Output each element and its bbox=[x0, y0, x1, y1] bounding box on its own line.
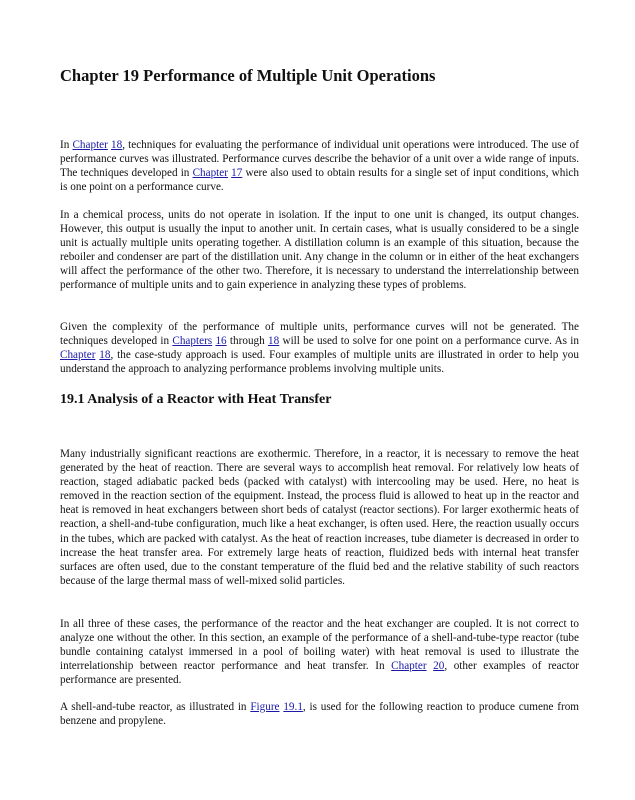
paragraph-coupled bbox=[60, 617, 579, 687]
link-chapter-18[interactable]: 18 bbox=[99, 349, 111, 362]
text-run: were also used to obtain results for a single set of input conditions, which is one point on a performance curve. bbox=[60, 167, 579, 194]
paragraph-shell-and-tube bbox=[60, 700, 579, 728]
text-run: In bbox=[60, 139, 73, 151]
section-title: 19.1 Analysis of a Reactor with Heat Transfer bbox=[60, 392, 332, 407]
text-run: In all three of these cases, the performance of the reactor and the heat exchanger are coupled. It is not correct to analyze one without the other. In this section, an example of the performance of a shell-and-tube-type reactor (tube bundle containing catalyst immersed in a pool of boiling water) with heat removal is used to illustrate the interrelationship between reactor performance and heat transfer. In bbox=[60, 618, 579, 673]
link-chapter[interactable]: Chapter bbox=[60, 349, 96, 362]
link-chapter-18[interactable]: 18 bbox=[268, 335, 280, 348]
paragraph-complexity bbox=[60, 320, 579, 376]
link-chapter-20[interactable]: 20 bbox=[433, 660, 445, 673]
text-run: , is used for the following reaction to produce cumene from benzene and propylene. bbox=[60, 701, 580, 728]
link-chapter-16[interactable]: 16 bbox=[215, 335, 227, 348]
link-chapter-18[interactable]: 18 bbox=[111, 139, 123, 151]
link-chapter[interactable]: Chapter bbox=[391, 660, 427, 673]
text-run: , techniques for evaluating the performance of individual unit operations were introduced. The use of performance curves was illustrated. Performance curves describe the behavior of a unit over a wide range of inputs. The techniques developed in bbox=[60, 139, 579, 180]
link-chapter[interactable]: Chapter bbox=[72, 139, 108, 151]
paragraph-process-units: In a chemical process, units do not operate in isolation. If the input to one unit is changed, its output changes. However, this output is usually the input to another unit. In certain cases, what is usually considered to be a single unit is actually multiple units operating together. A distillation column is an example of this situation, because the reboiler and condenser are part of the distillation unit. Any change in the column or in either of the heat exchangers will affect the performance of the other two. Therefore, it is necessary to understand the interrelationship between performance of multiple units and to gain experience in analyzing these types of problems. bbox=[60, 209, 579, 292]
link-figure[interactable]: Figure bbox=[250, 701, 280, 713]
chapter-title: Chapter 19 Performance of Multiple Unit Operations bbox=[60, 66, 436, 85]
paragraph-intro bbox=[60, 138, 579, 194]
link-figure-19-1[interactable]: 19.1 bbox=[283, 701, 303, 713]
link-chapter[interactable]: Chapter bbox=[192, 167, 228, 180]
text-run: , the case-study approach is used. Four examples of multiple units are illustrated in order to help you understand the approach to analyzing performance problems involving multiple units. bbox=[60, 349, 579, 376]
paragraph-exothermic: Many industrially significant reactions are exothermic. Therefore, in a reactor, it is necessary to remove the heat generated by the heat of reaction. There are several ways to accomplish heat removal. For relatively low heats of reaction, staged adiabatic packed beds (packed with catalyst) with intercooling may be used. Here, no heat is removed in the reaction section of the equipment. Instead, the process fluid is allowed to heat up in the reactor and heat is removed in heat exchangers between short beds of catalyst (reactor sections). For larger exothermic heats of reaction, a shell-and-tube configuration, much like a heat exchanger, is often used. Here, the reaction usually occurs in the tubes, which are packed with catalyst. As the heat of reaction increases, tube diameter is decreased in order to increase the heat transfer area. For extremely large heats of reaction, fluidized beds with internal heat transfer surfaces are often used, due to the constant temperature of the fluid bed and the relative stability of such reactors because of the large thermal mass of well-mixed solid particles. bbox=[60, 448, 579, 587]
text-run: Given the complexity of the performance of multiple units, performance curves will not be generated. The techniques developed in bbox=[60, 321, 579, 348]
text-run: through bbox=[226, 335, 269, 348]
text-run: A shell-and-tube reactor, as illustrated in bbox=[60, 701, 251, 713]
text-run: , other examples of reactor performance are presented. bbox=[60, 660, 579, 687]
link-chapters[interactable]: Chapters bbox=[172, 335, 213, 348]
text-run: will be used to solve for one point on a performance curve. As in bbox=[279, 335, 579, 348]
link-chapter-17[interactable]: 17 bbox=[231, 167, 243, 180]
